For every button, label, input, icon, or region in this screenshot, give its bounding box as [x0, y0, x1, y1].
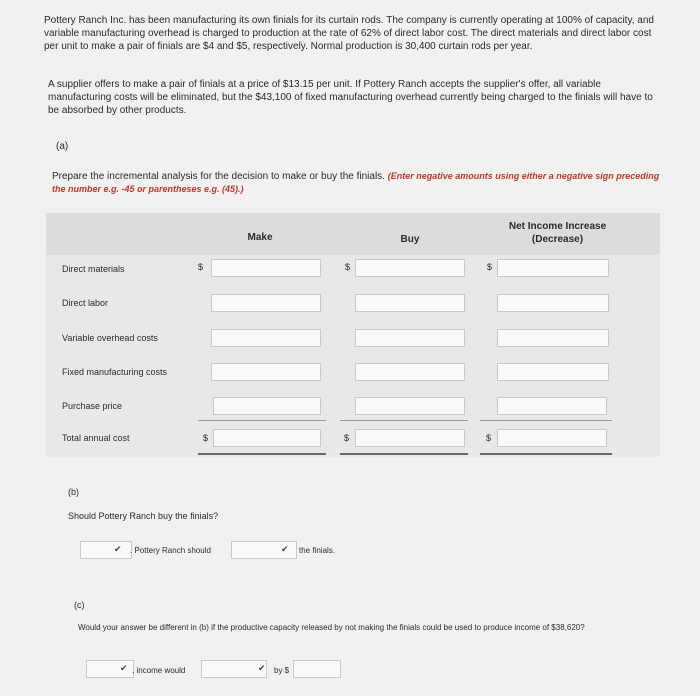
make-total-annual-cost-input[interactable] [213, 429, 321, 447]
part-c-label: (c) [74, 600, 85, 610]
subtotal-rule [340, 420, 468, 421]
chevron-down-icon: ✔ [258, 663, 266, 673]
make-variable-overhead-input[interactable] [211, 329, 321, 347]
part-c-amount-input[interactable] [293, 660, 341, 678]
net-purchase-price-input[interactable] [497, 397, 607, 415]
part-b-end-text: the finials. [299, 546, 336, 555]
buy-fixed-manufacturing-input[interactable] [355, 363, 465, 381]
row-label-purchase-price: Purchase price [62, 401, 123, 411]
problem-paragraph-2: A supplier offers to make a pair of finials at a price of $13.15 per unit. If Pottery Ranch accepts the supplier's offer, all variable manufacturing costs will be eliminated, but the $43,100 of fixed manufacturing overhead currently being charged to the finials will have to be absorbed by other products. [48, 79, 653, 116]
instruction-note: (Enter negative amounts using either a negative sign preceding the number e.g. -45 or parentheses e.g. (45).) [52, 171, 660, 194]
buy-direct-materials-input[interactable] [355, 259, 465, 277]
problem-paragraph-1: Pottery Ranch Inc. has been manufacturing its own finials for its curtain rods. The company is currently operating at 100% of capacity, and variable manufacturing overhead is charged to production at the rate of 62% of direct labor cost. The direct materials and direct labor cost per unit to make a pair of finials are $4 and $5, respectively. Normal production is 30,400 curtain rods per year. [44, 15, 654, 52]
buy-total-annual-cost-input[interactable] [355, 429, 465, 447]
part-c-question: Would your answer be different in (b) if the productive capacity released by not making the finials could be used to produce income of $38,620? [78, 623, 585, 632]
chevron-down-icon: ✔ [114, 544, 122, 554]
instruction-text: Prepare the incremental analysis for the decision to make or buy the finials. [52, 171, 385, 182]
currency-symbol: $ [203, 433, 209, 443]
currency-symbol: $ [344, 433, 350, 443]
currency-symbol: $ [487, 262, 493, 272]
net-variable-overhead-input[interactable] [497, 329, 609, 347]
make-direct-labor-input[interactable] [211, 294, 321, 312]
buy-direct-labor-input[interactable] [355, 294, 465, 312]
currency-symbol: $ [198, 262, 204, 272]
net-total-annual-cost-input[interactable] [497, 429, 607, 447]
total-double-rule [480, 453, 612, 455]
net-direct-labor-input[interactable] [497, 294, 609, 312]
subtotal-rule [480, 420, 612, 421]
make-direct-materials-input[interactable] [211, 259, 321, 277]
column-buy: Buy [400, 234, 420, 245]
buy-purchase-price-input[interactable] [355, 397, 465, 415]
part-b-label: (b) [68, 487, 79, 497]
currency-symbol: $ [486, 433, 492, 443]
total-double-rule [198, 453, 326, 455]
part-b-mid-text: . Pottery Ranch should [130, 546, 211, 555]
total-double-rule [340, 453, 468, 455]
currency-symbol: $ [345, 262, 351, 272]
part-a-instruction [52, 170, 672, 196]
row-label-fixed-manufacturing: Fixed manufacturing costs [62, 367, 168, 377]
row-label-total-annual-cost: Total annual cost [62, 433, 130, 443]
column-net-income: Net Income Increase (Decrease) [508, 221, 607, 245]
column-make: Make [247, 232, 273, 243]
make-fixed-manufacturing-input[interactable] [211, 363, 321, 381]
part-b-question: Should Pottery Ranch buy the finials? [68, 511, 219, 521]
row-label-direct-materials: Direct materials [62, 264, 125, 274]
buy-variable-overhead-input[interactable] [355, 329, 465, 347]
chevron-down-icon: ✔ [120, 663, 128, 673]
row-label-direct-labor: Direct labor [62, 298, 109, 308]
net-fixed-manufacturing-input[interactable] [497, 363, 609, 381]
part-b-answer-select[interactable] [80, 541, 132, 559]
part-c-mid-text: , income would [132, 666, 186, 675]
part-c-by-text: by $ [274, 666, 290, 675]
chevron-down-icon: ✔ [281, 544, 289, 554]
row-label-variable-overhead: Variable overhead costs [62, 333, 158, 343]
subtotal-rule [198, 420, 326, 421]
net-direct-materials-input[interactable] [497, 259, 609, 277]
part-a-label: (a) [56, 141, 69, 152]
make-purchase-price-input[interactable] [213, 397, 321, 415]
